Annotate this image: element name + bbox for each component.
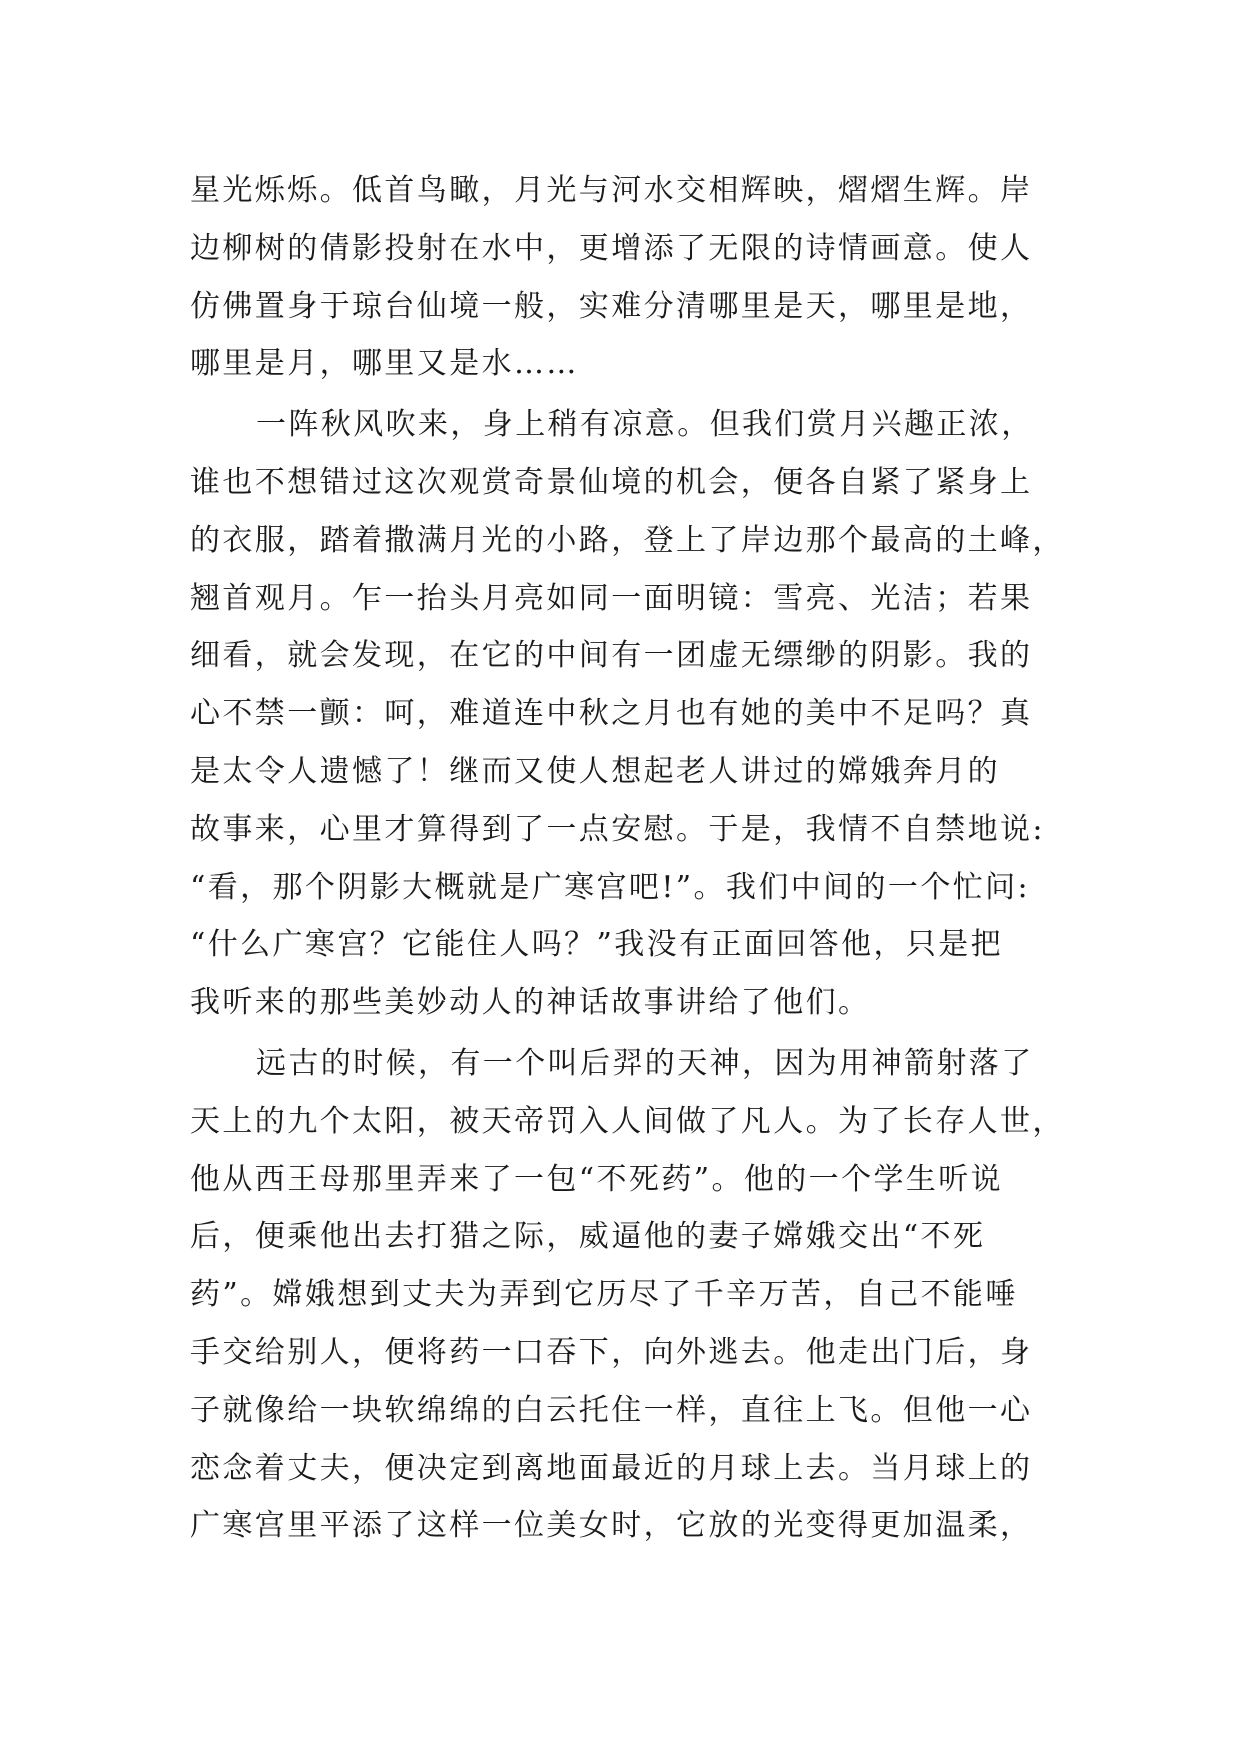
text-line: 天上的九个太阳，被天帝罚入人间做了凡人。为了长存人世， (190, 1103, 1065, 1139)
paragraph (190, 162, 1070, 393)
text-line: 是太令人遗憾了！继而又使人想起老人讲过的嫦娥奔月的 (190, 753, 1000, 789)
text-line: 我听来的那些美妙动人的神话故事讲给了他们。 (190, 985, 871, 1021)
text-line: “什么广寒宫？它能住人吗？”我没有正面回答他，只是把 (190, 927, 1004, 963)
text-line: 一阵秋风吹来，身上稍有凉意。但我们赏月兴趣正浓， (256, 407, 1034, 443)
text-line: 的衣服，踏着撒满月光的小路，登上了岸边那个最高的土峰， (190, 522, 1065, 558)
text-line: 广寒宫里平添了这样一位美女时，它放的光变得更加温柔， (190, 1508, 1033, 1544)
text-line: 细看，就会发现，在它的中间有一团虚无缥缈的阴影。我的 (190, 638, 1033, 674)
paragraph (190, 1035, 1070, 1555)
text-line: 哪里是月，哪里又是水…… (190, 346, 579, 382)
paragraph (190, 396, 1070, 1032)
body-text (190, 162, 1070, 1555)
text-line: 远古的时候，有一个叫后羿的天神，因为用神箭射落了 (256, 1045, 1034, 1081)
text-line: 恋念着丈夫，便决定到离地面最近的月球上去。当月球上的 (190, 1450, 1033, 1486)
text-line: 药”。嫦娥想到丈夫为弄到它历尽了千辛万苦，自己不能唾 (190, 1277, 1018, 1313)
text-line: 故事来，心里才算得到了一点安慰。于是，我情不自禁地说: (190, 811, 1045, 847)
text-line: 心不禁一颤：呵，难道连中秋之月也有她的美中不足吗？真 (190, 696, 1033, 732)
text-line: 谁也不想错过这次观赏奇景仙境的机会，便各自紧了紧身上 (190, 464, 1033, 500)
text-line: 手交给别人，便将药一口吞下，向外逃去。他走出门后，身 (190, 1334, 1033, 1370)
text-line: 他从西王母那里弄来了一包“不死药”。他的一个学生听说 (190, 1161, 1004, 1197)
text-line: 翘首观月。乍一抬头月亮如同一面明镜：雪亮、光洁；若果 (190, 580, 1033, 616)
text-line: 边柳树的倩影投射在水中，更增添了无限的诗情画意。使人 (190, 230, 1033, 266)
text-line: 子就像给一块软绵绵的白云托住一样，直往上飞。但他一心 (190, 1392, 1033, 1428)
text-line: 仿佛置身于琼台仙境一般，实难分清哪里是天，哪里是地， (190, 288, 1033, 324)
text-line: 星光烁烁。低首鸟瞰，月光与河水交相辉映，熠熠生辉。岸 (190, 173, 1033, 208)
text-line: 后，便乘他出去打猎之际，威逼他的妻子嫦娥交出“不死 (190, 1219, 986, 1255)
text-line: “看，那个阴影大概就是广寒宫吧!”。我们中间的一个忙问: (190, 869, 1031, 905)
